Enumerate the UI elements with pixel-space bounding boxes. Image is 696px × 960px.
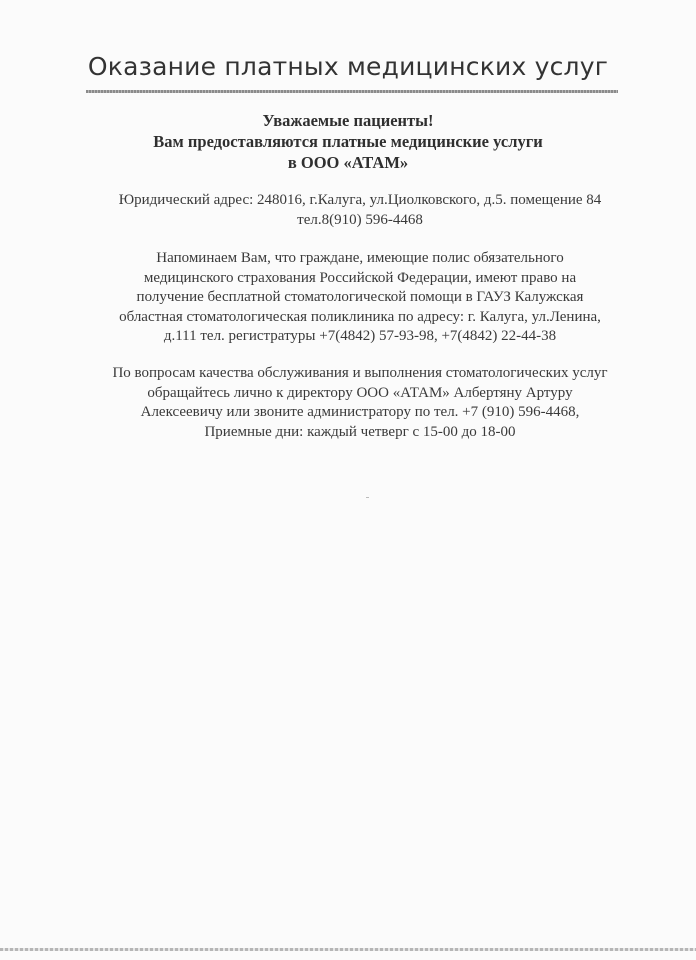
paragraph-line: получение бесплатной стоматологической помощи в ГАУЗ Калужская	[136, 289, 584, 305]
paragraph-line: медицинского страхования Российской Федерации, имеют право на	[143, 269, 577, 286]
greeting-line: Вам предоставляются платные медицинские услуги	[153, 132, 543, 151]
paragraph-line: Алексеевичу или звоните администратору по тел. +7 (910) 596-4468,	[140, 404, 580, 420]
paragraph-line: д.111 тел. регистратуры +7(4842) 57-93-98, +7(4842) 22-44-38	[163, 328, 557, 344]
greeting-block	[0, 110, 696, 173]
paragraph-line: Приемные дни: каждый четверг с 15-00 до 18-00	[204, 423, 516, 440]
paragraph-line: областная стоматологическая поликлиника по адресу: г. Калуга, ул.Ленина,	[119, 308, 601, 325]
paragraph-line: По вопросам качества обслуживания и выполнения стоматологических услуг	[112, 365, 608, 381]
scan-speck	[366, 497, 369, 498]
greeting-line: Уважаемые пациенты!	[262, 111, 434, 130]
page-title: Оказание платных медицинских услуг	[87, 52, 609, 81]
title-underline	[86, 90, 618, 93]
greeting-line: в ООО «АТАМ»	[287, 153, 409, 172]
paragraph-line: обращайтесь лично к директору ООО «АТАМ» Албертяну Артуру	[147, 384, 573, 401]
phone-line: тел.8(910) 596-4468	[297, 211, 423, 228]
legal-address-block	[60, 191, 660, 230]
free-care-reminder-block	[60, 249, 660, 347]
scan-bottom-edge	[0, 948, 696, 951]
paragraph-line: Напоминаем Вам, что граждане, имеющие полис обязательного	[156, 250, 564, 266]
address-line: Юридический адрес: 248016, г.Калуга, ул.Циолковского, д.5. помещение 84	[118, 192, 602, 208]
quality-contact-block	[60, 364, 660, 442]
